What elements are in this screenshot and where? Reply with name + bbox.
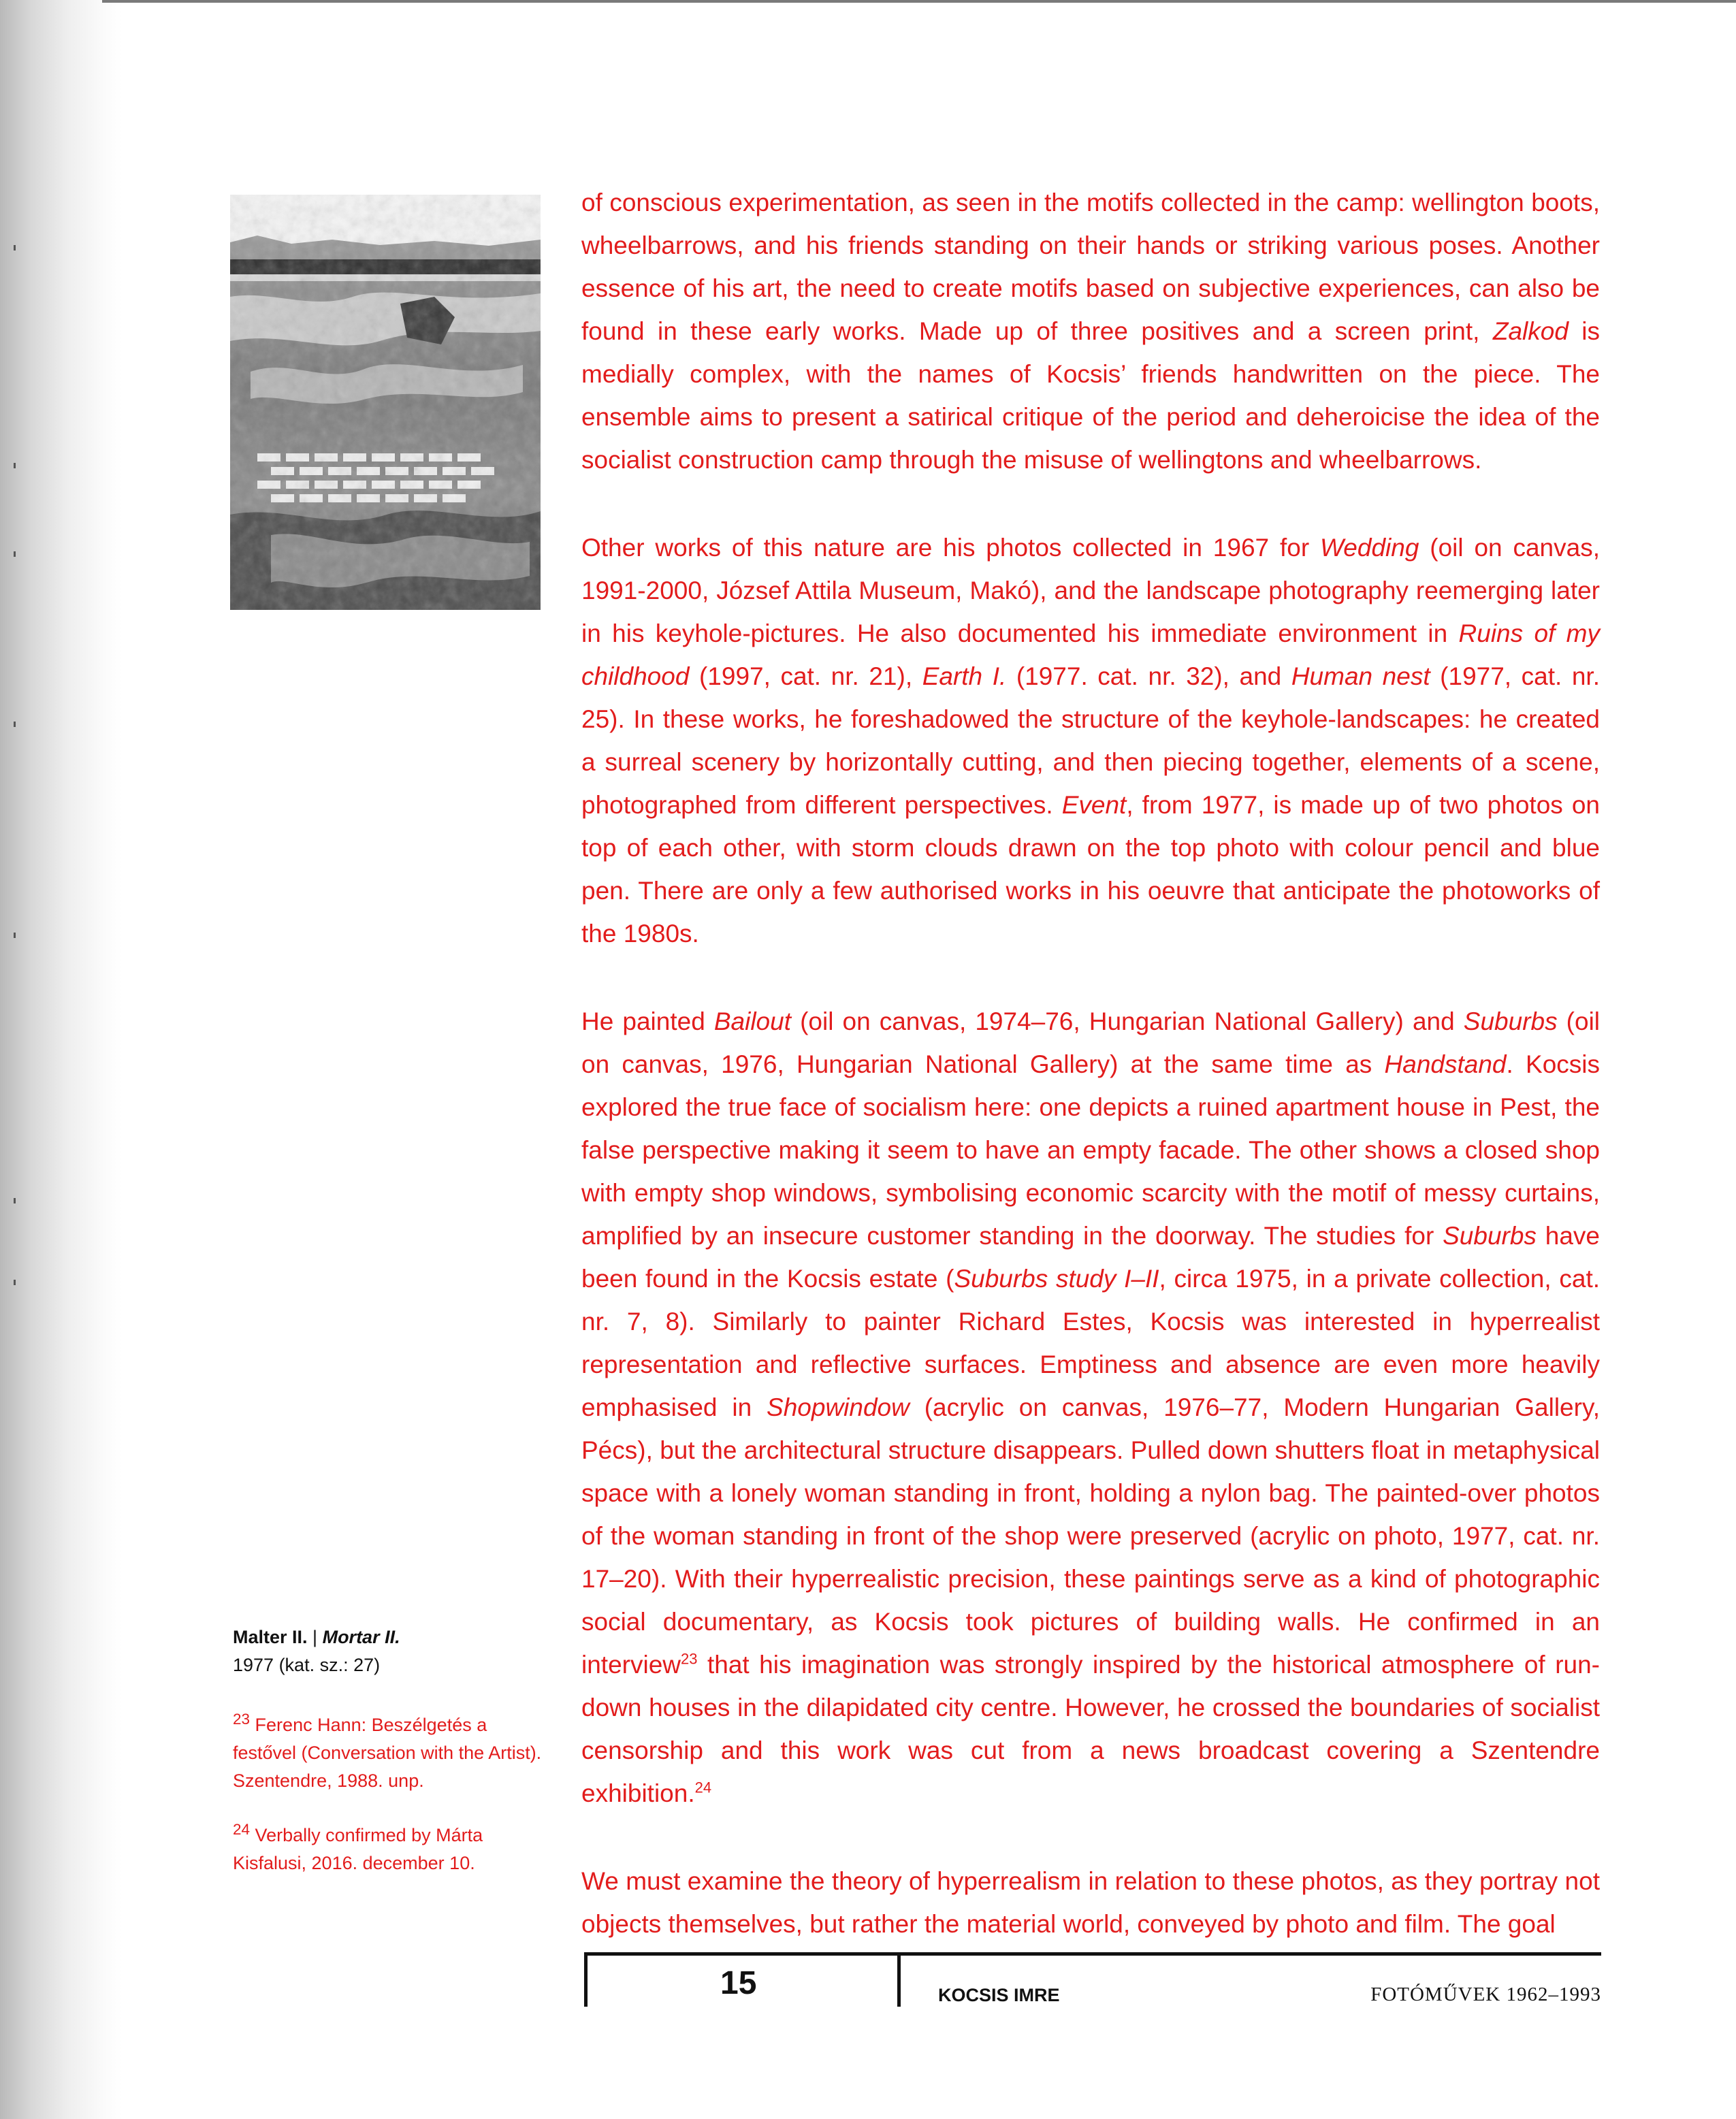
caption-catalogue-info: 1977 (kat. sz.: 27) <box>233 1655 381 1675</box>
text-run: (1977, cat. nr. 25). In these works, he foreshadowed the structure of the keyhole-landscapes: he created a surreal scenery by horizontally cutting, and then piecing together, elements of a scene, photographed from different perspectives. <box>581 662 1600 819</box>
footnote-text: Verbally confirmed by Márta Kisfalusi, 2016. december 10. <box>233 1825 483 1873</box>
caption-title-english: Mortar II. <box>322 1627 400 1647</box>
text-run: (oil on canvas, 1976, Hungarian National Gallery) at the same time as <box>581 1007 1601 1078</box>
footer-rule <box>584 1952 1601 1956</box>
page-number: 15 <box>720 1965 757 2001</box>
margin-mark <box>14 1280 16 1285</box>
text-run: of conscious experimentation, as seen in the motifs collected in the camp: wellington boots, wheelbarrows, and his friends standing on their hands or striking various poses. Another essence of his art, the need to create motifs based on subjective experiences, can also be found in these early works. Made up of three positives and a screen print, <box>581 189 1600 345</box>
article-body <box>581 181 1600 1945</box>
artwork-title: Zalkod <box>1492 317 1569 345</box>
artwork-title: Suburbs <box>1443 1222 1537 1250</box>
margin-mark <box>14 722 16 727</box>
footnote-23 <box>233 1705 546 1795</box>
text-run: , circa 1975, in a private collection, cat. nr. 7, 8). Similarly to painter Richard Estes, Kocsis was interested in hyperrealist representation and reflective surfaces. Emptiness and absence are even more heavily emphasised in <box>581 1265 1601 1421</box>
artwork-title: Ruins of my childhood <box>581 619 1600 690</box>
artwork-title: Human nest <box>1291 662 1430 690</box>
text-run: have been found in the Kocsis estate ( <box>581 1222 1600 1293</box>
margin-mark <box>14 551 16 557</box>
footer-divider-left <box>584 1952 588 2007</box>
artwork-title: Bailout <box>713 1007 791 1035</box>
footnote-reference: 23 <box>681 1650 698 1668</box>
text-run: We must examine the theory of hyperrealism in relation to these photos, as they portray not objects themselves, but rather the material world, conveyed by photo and film. The goal <box>581 1867 1600 1938</box>
book-spine-shadow <box>0 0 123 2119</box>
body-paragraph <box>581 1860 1600 1945</box>
footnote-24 <box>233 1815 546 1877</box>
text-run: He painted <box>581 1007 714 1035</box>
artwork-title: Wedding <box>1320 534 1419 562</box>
caption-title-hungarian: Malter II. <box>233 1627 308 1647</box>
text-run: (oil on canvas, 1991-2000, József Attila Museum, Makó), and the landscape photography reemerging later in his keyhole-pictures. He also documented his immediate environment in <box>581 534 1600 647</box>
scan-top-edge <box>102 0 1736 3</box>
body-paragraph <box>581 1000 1600 1815</box>
margin-mark <box>14 463 16 468</box>
margin-mark <box>14 933 16 938</box>
footnote-reference: 24 <box>694 1779 712 1796</box>
text-run: that his imagination was strongly inspired by the historical atmosphere of run-down houses in the dilapidated city centre. However, he crossed the boundaries of socialist censorship and this work was cut from a news broadcast covering a Szentendre exhibition. <box>581 1651 1600 1807</box>
text-run: . Kocsis explored the true face of socialism here: one depicts a ruined apartment house in Pest, the false perspective making it seem to have an empty facade. The other shows a closed shop with empty shop windows, symbolising economic scarcity with the motif of messy curtains, amplified by an insecure customer standing in the doorway. The studies for <box>581 1050 1601 1250</box>
sidebar <box>233 1623 546 1898</box>
text-run: (oil on canvas, 1974–76, Hungarian National Gallery) and <box>791 1007 1464 1035</box>
running-head-title <box>1370 1984 1601 2006</box>
artwork-title: Suburbs study I–II <box>954 1265 1159 1293</box>
text-run: , from 1977, is made up of two photos on top of each other, with storm clouds drawn on the top photo with colour pencil and blue pen. There are only a few authorised works in his oeuvre that anticipate the photoworks of the 1980s. <box>581 791 1600 948</box>
margin-mark <box>14 245 16 250</box>
text-run: is medially complex, with the names of Kocsis’ friends handwritten on the piece. The ensemble aims to present a satirical critique of the period and deheroicise the idea of the socialist construction camp through the misuse of wellingtons and wheelbarrows. <box>581 317 1601 474</box>
image-caption <box>233 1623 546 1651</box>
text-run: (1977. cat. nr. 32), and <box>1006 662 1291 690</box>
page-footer <box>584 1952 1601 2007</box>
running-head-author: KOCSIS IMRE <box>938 1985 1060 2005</box>
text-run: (acrylic on canvas, 1976–77, Modern Hungarian Gallery, Pécs), but the architectural structure disappears. Pulled down shutters float in metaphysical space with a lonely woman standing in front, holding a nylon bag. The painted-over photos of the woman standing in front of the shop were preserved (acrylic on photo, 1977, cat. nr. 17–20). With their hyperrealistic precision, these paintings serve as a kind of photographic social documentary, as Kocsis took pictures of building walls. He confirmed in an interview <box>581 1393 1600 1679</box>
book-years: 1962–1993 <box>1506 1984 1601 2005</box>
text-run: (1997, cat. nr. 21), <box>689 662 922 690</box>
artwork-title: Suburbs <box>1463 1007 1558 1035</box>
body-paragraph <box>581 181 1600 481</box>
artwork-title: Handstand <box>1384 1050 1507 1078</box>
brick-wall-image <box>230 195 541 610</box>
artwork-title: Earth I. <box>922 662 1007 690</box>
caption-separator: | <box>312 1627 318 1647</box>
text-run: Other works of this nature are his photos collected in 1967 for <box>581 534 1321 562</box>
footnote-number: 24 <box>233 1821 251 1838</box>
footer-divider-middle <box>897 1952 901 2007</box>
footnote-number: 23 <box>233 1711 251 1728</box>
body-paragraph <box>581 526 1600 955</box>
margin-mark <box>14 1198 16 1203</box>
artwork-title: Event <box>1061 791 1127 819</box>
footnote-text: Ferenc Hann: Beszélgetés a festővel (Conversation with the Artist). Szentendre, 1988. unp. <box>233 1715 542 1791</box>
artwork-title: Shopwindow <box>767 1393 910 1421</box>
book-title: FOTÓMŰVEK <box>1370 1984 1501 2005</box>
brick-wall-photo <box>230 195 541 610</box>
